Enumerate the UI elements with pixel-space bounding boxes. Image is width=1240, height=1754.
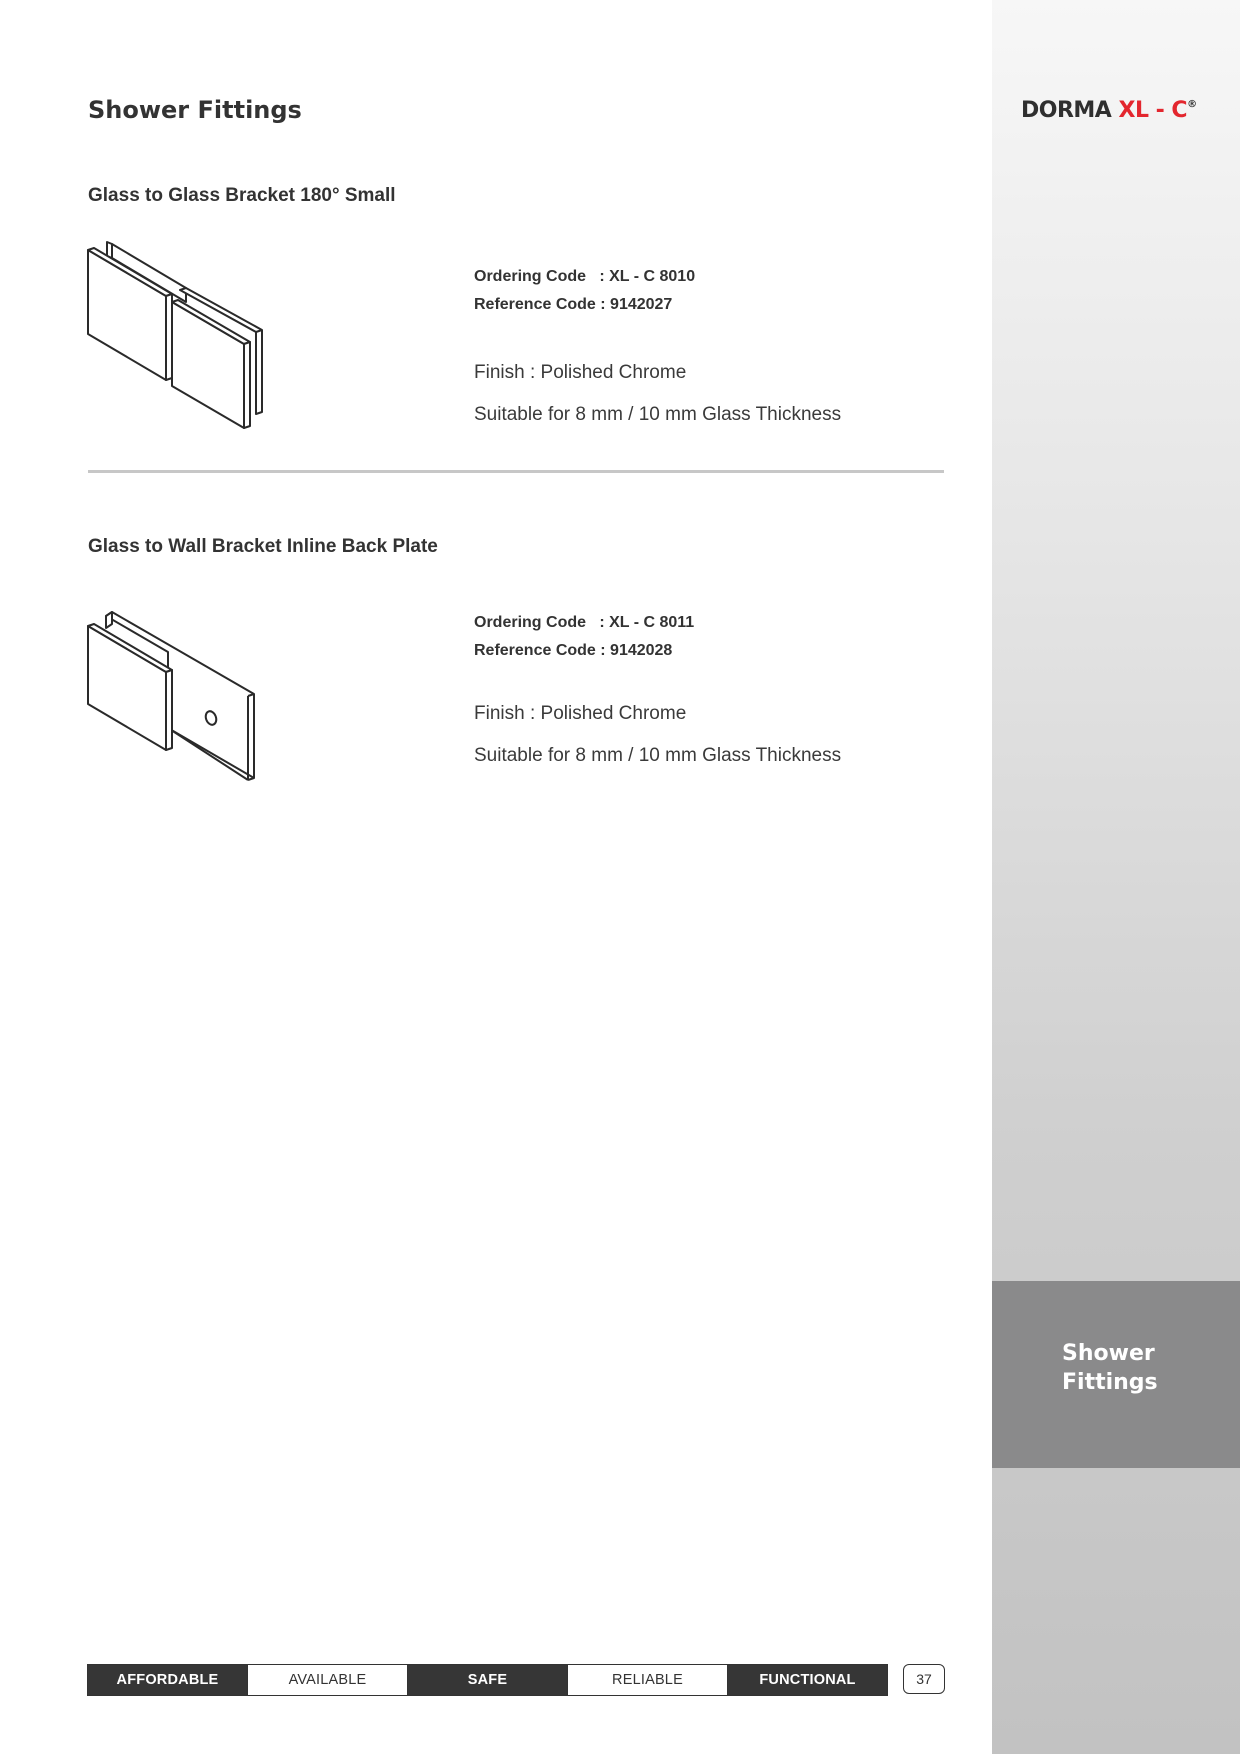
sidebar-gradient — [992, 0, 1240, 1754]
glass-to-glass-bracket-drawing — [86, 240, 266, 430]
values-footer-bar — [87, 1664, 888, 1696]
page-number: 37 — [903, 1664, 945, 1694]
reference-code: Reference Code : 9142028 — [474, 642, 673, 659]
brand-name: DORMA — [1021, 98, 1119, 123]
glass-to-wall-bracket-drawing — [86, 610, 261, 785]
product-title: Glass to Wall Bracket Inline Back Plate — [88, 536, 438, 557]
ordering-code: Ordering Code : XL - C 8011 — [474, 614, 695, 631]
ordering-code: Ordering Code : XL - C 8010 — [474, 268, 696, 285]
finish-spec: Finish : Polished Chrome — [474, 703, 687, 724]
section-tab-label: Shower Fittings — [1062, 1341, 1158, 1395]
section-divider — [88, 470, 944, 473]
product-title: Glass to Glass Bracket 180° Small — [88, 185, 396, 206]
page-title: Shower Fittings — [88, 96, 302, 124]
footer-value-safe: SAFE — [408, 1665, 567, 1695]
brand-product: XL - C — [1118, 98, 1188, 123]
registered-mark: ® — [1187, 99, 1197, 110]
glass-thickness-spec: Suitable for 8 mm / 10 mm Glass Thickness — [474, 404, 842, 425]
footer-value-functional: FUNCTIONAL — [728, 1665, 887, 1695]
footer-value-available: AVAILABLE — [247, 1665, 408, 1695]
finish-spec: Finish : Polished Chrome — [474, 362, 687, 383]
reference-code: Reference Code : 9142027 — [474, 296, 673, 313]
section-tab — [992, 1281, 1240, 1468]
glass-thickness-spec: Suitable for 8 mm / 10 mm Glass Thickness — [474, 745, 842, 766]
brand-logo — [1021, 98, 1197, 123]
footer-value-affordable: AFFORDABLE — [88, 1665, 247, 1695]
footer-value-reliable: RELIABLE — [567, 1665, 728, 1695]
